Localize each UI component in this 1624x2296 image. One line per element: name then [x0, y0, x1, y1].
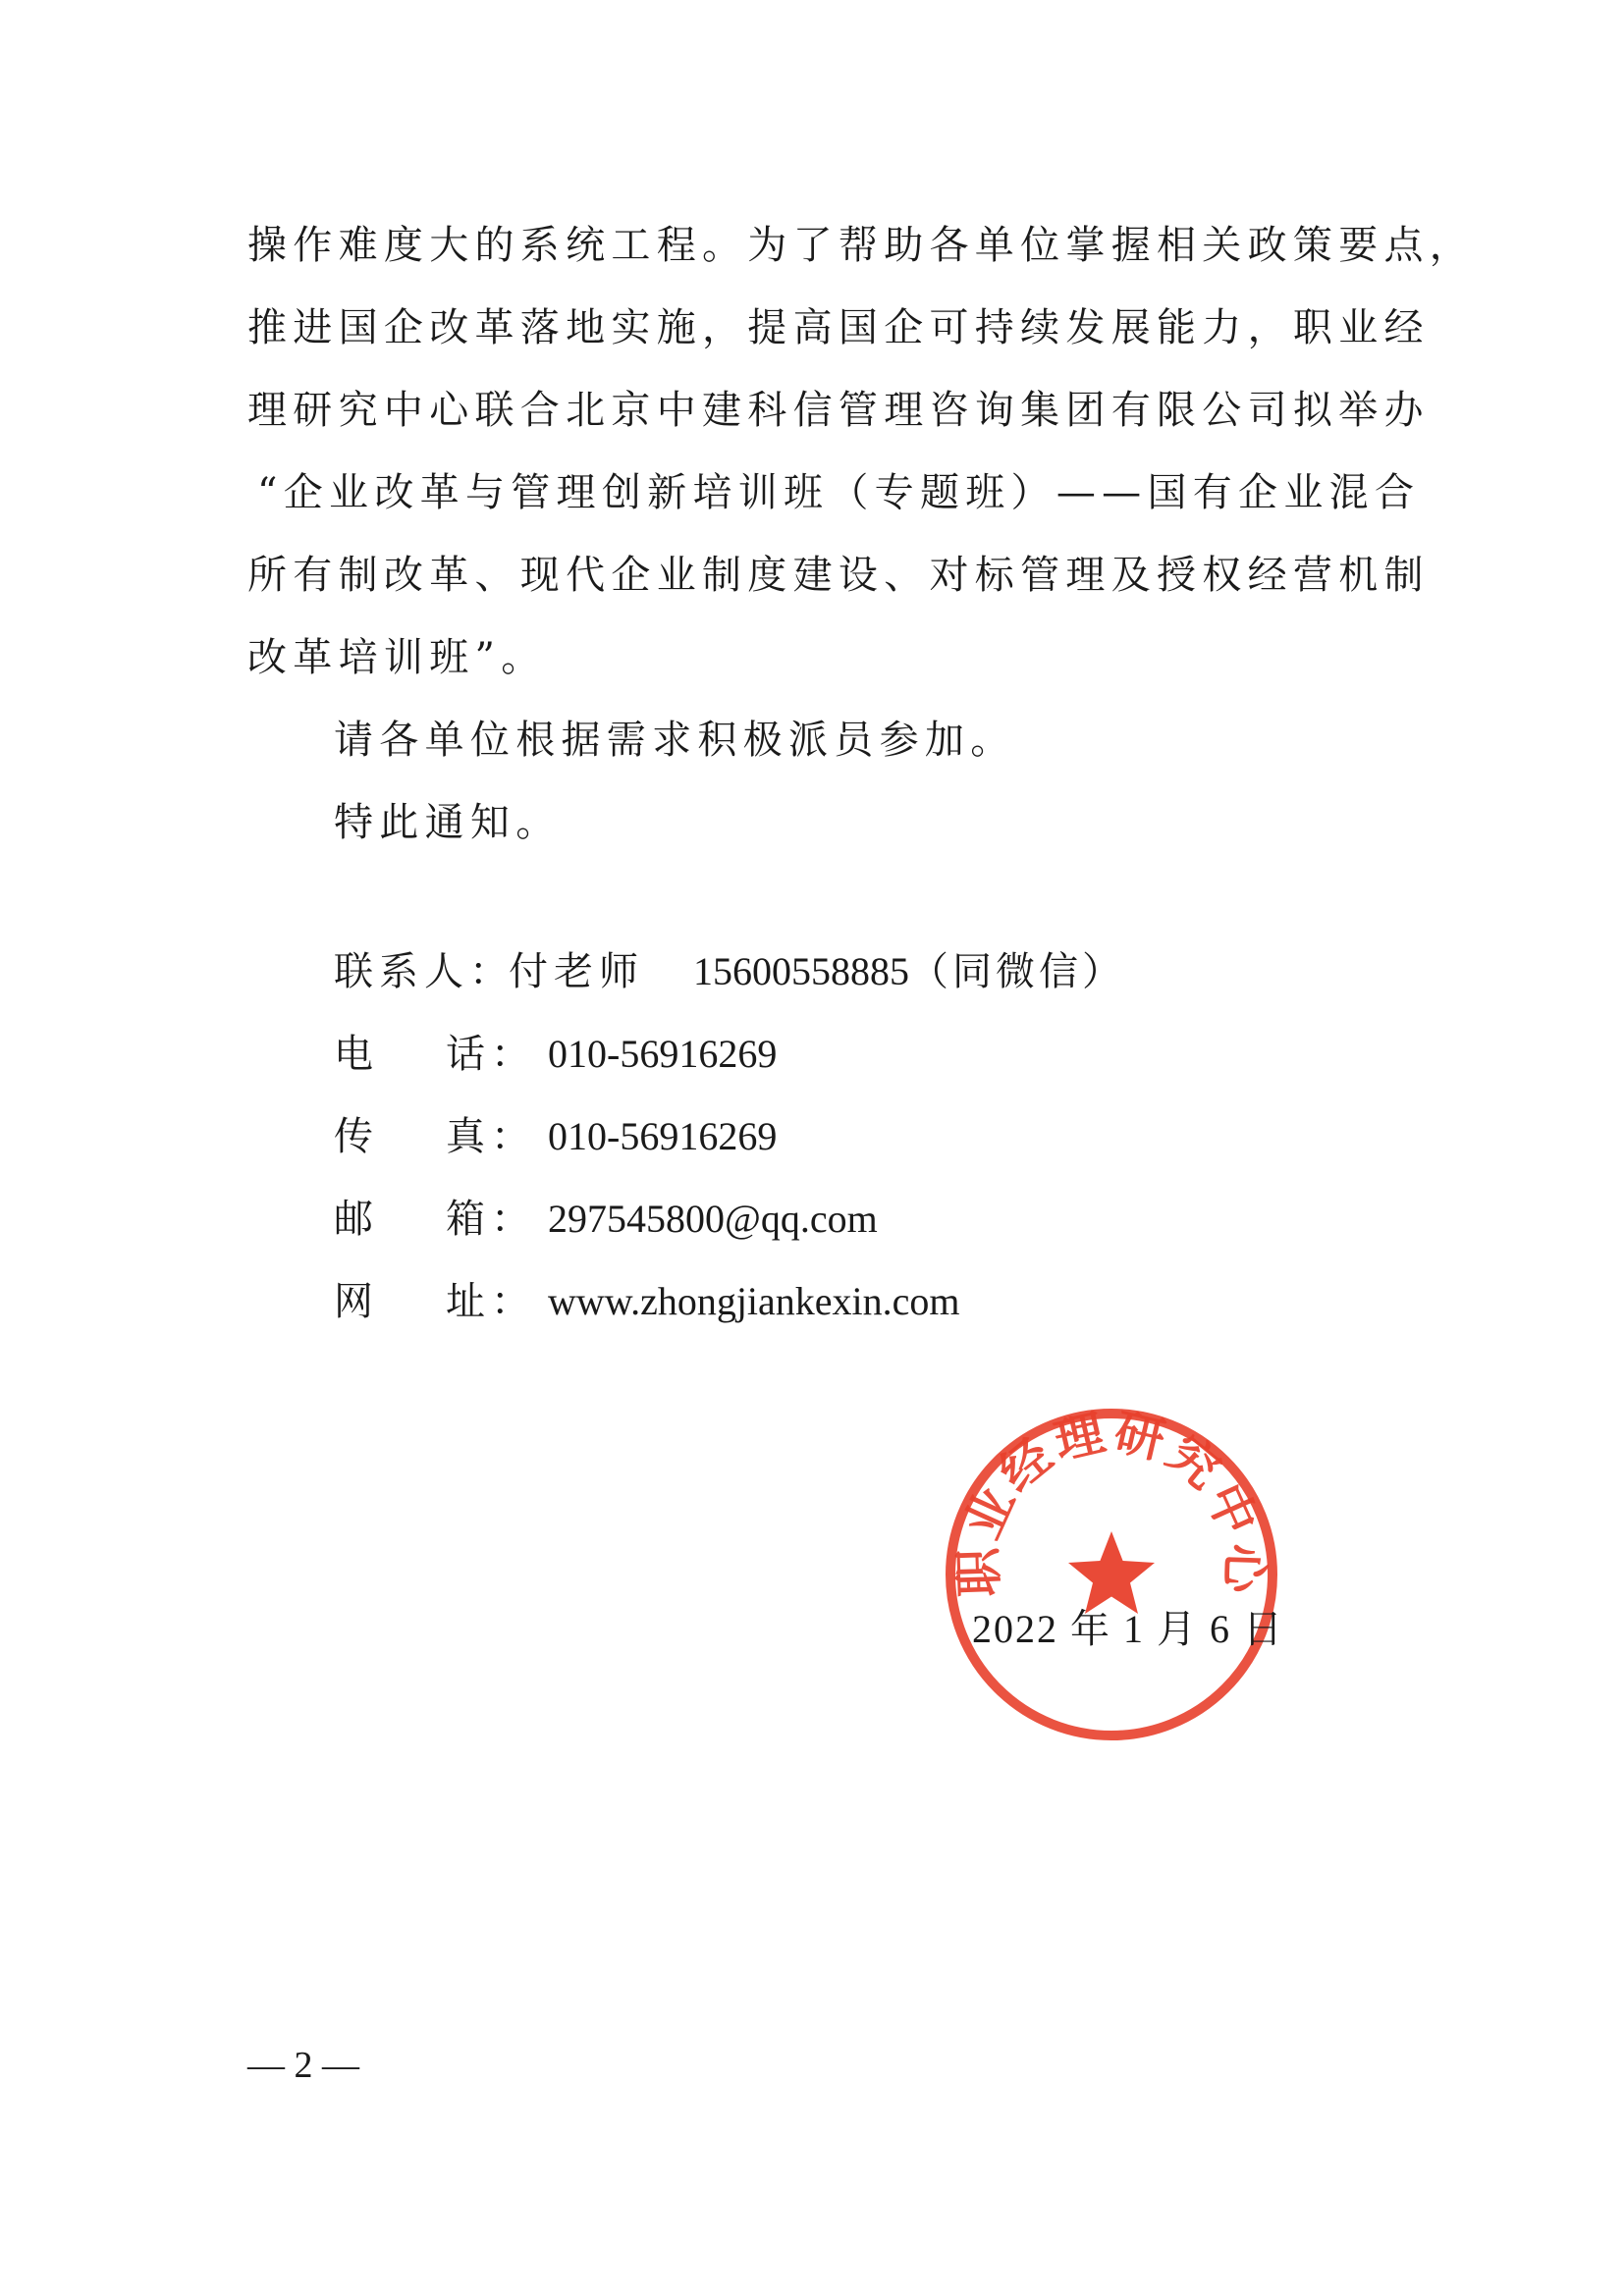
- body-line: 操作难度大的系统工程。为了帮助各单位掌握相关政策要点，: [247, 223, 1476, 268]
- contact-phone-row: [334, 1031, 777, 1078]
- body-line: 所有制改革、现代企业制度建设、对标管理及授权经营机制: [247, 553, 1430, 598]
- contact-fax-label: [334, 1113, 491, 1160]
- label-char: 址: [446, 1279, 491, 1324]
- label-char: 邮: [334, 1197, 379, 1242]
- signature-date: 2022 年 1 月 6 日: [972, 1607, 1284, 1651]
- page-number: — 2 —: [247, 2045, 359, 2086]
- contact-website-label: [334, 1278, 491, 1325]
- contact-email-label: [334, 1196, 491, 1243]
- request-paragraph: 请各单位根据需求积极派员参加。: [334, 718, 1016, 763]
- body-line: 改革培训班”。: [247, 635, 547, 680]
- official-seal-stamp: [943, 1406, 1280, 1743]
- label-char: 箱: [446, 1197, 491, 1242]
- label-colon: ：: [491, 1279, 530, 1324]
- label-colon: ：: [491, 1032, 530, 1077]
- contact-person-phone: 15600558885: [693, 949, 909, 993]
- label-char: 话: [446, 1032, 491, 1077]
- contact-phone-label: [334, 1031, 491, 1078]
- contact-email-row: [334, 1196, 878, 1243]
- label-colon: ：: [491, 1197, 530, 1242]
- contact-phone-value: 010-56916269: [548, 1032, 778, 1076]
- contact-person-name: 付老师: [509, 949, 644, 994]
- contact-fax-value: 010-56916269: [548, 1114, 778, 1158]
- seal-text: 职业经理研究中心: [949, 1406, 1273, 1598]
- label-char: 传: [334, 1114, 379, 1159]
- contact-website-row: [334, 1278, 960, 1325]
- closing-paragraph: 特此通知。: [334, 800, 562, 845]
- seal-star-icon: [1068, 1531, 1155, 1614]
- label-char: 真: [446, 1114, 491, 1159]
- contact-website-value: www.zhongjiankexin.com: [548, 1279, 960, 1323]
- contact-person-label: 联系人：: [334, 949, 514, 994]
- body-line: 理研究中心联合北京中建科信管理咨询集团有限公司拟举办: [247, 388, 1430, 433]
- contact-fax-row: [334, 1113, 777, 1160]
- contact-person-row: [334, 948, 1125, 995]
- contact-email-value: 297545800@qq.com: [548, 1197, 878, 1241]
- contact-person-note: （同微信）: [909, 949, 1125, 994]
- label-char: 电: [334, 1032, 379, 1077]
- body-line: 推进国企改革落地实施，提高国企可持续发展能力，职业经: [247, 305, 1430, 350]
- label-char: 网: [334, 1279, 379, 1324]
- body-line: “企业改革与管理创新培训班（专题班）——国有企业混合: [257, 470, 1421, 515]
- label-colon: ：: [491, 1114, 530, 1159]
